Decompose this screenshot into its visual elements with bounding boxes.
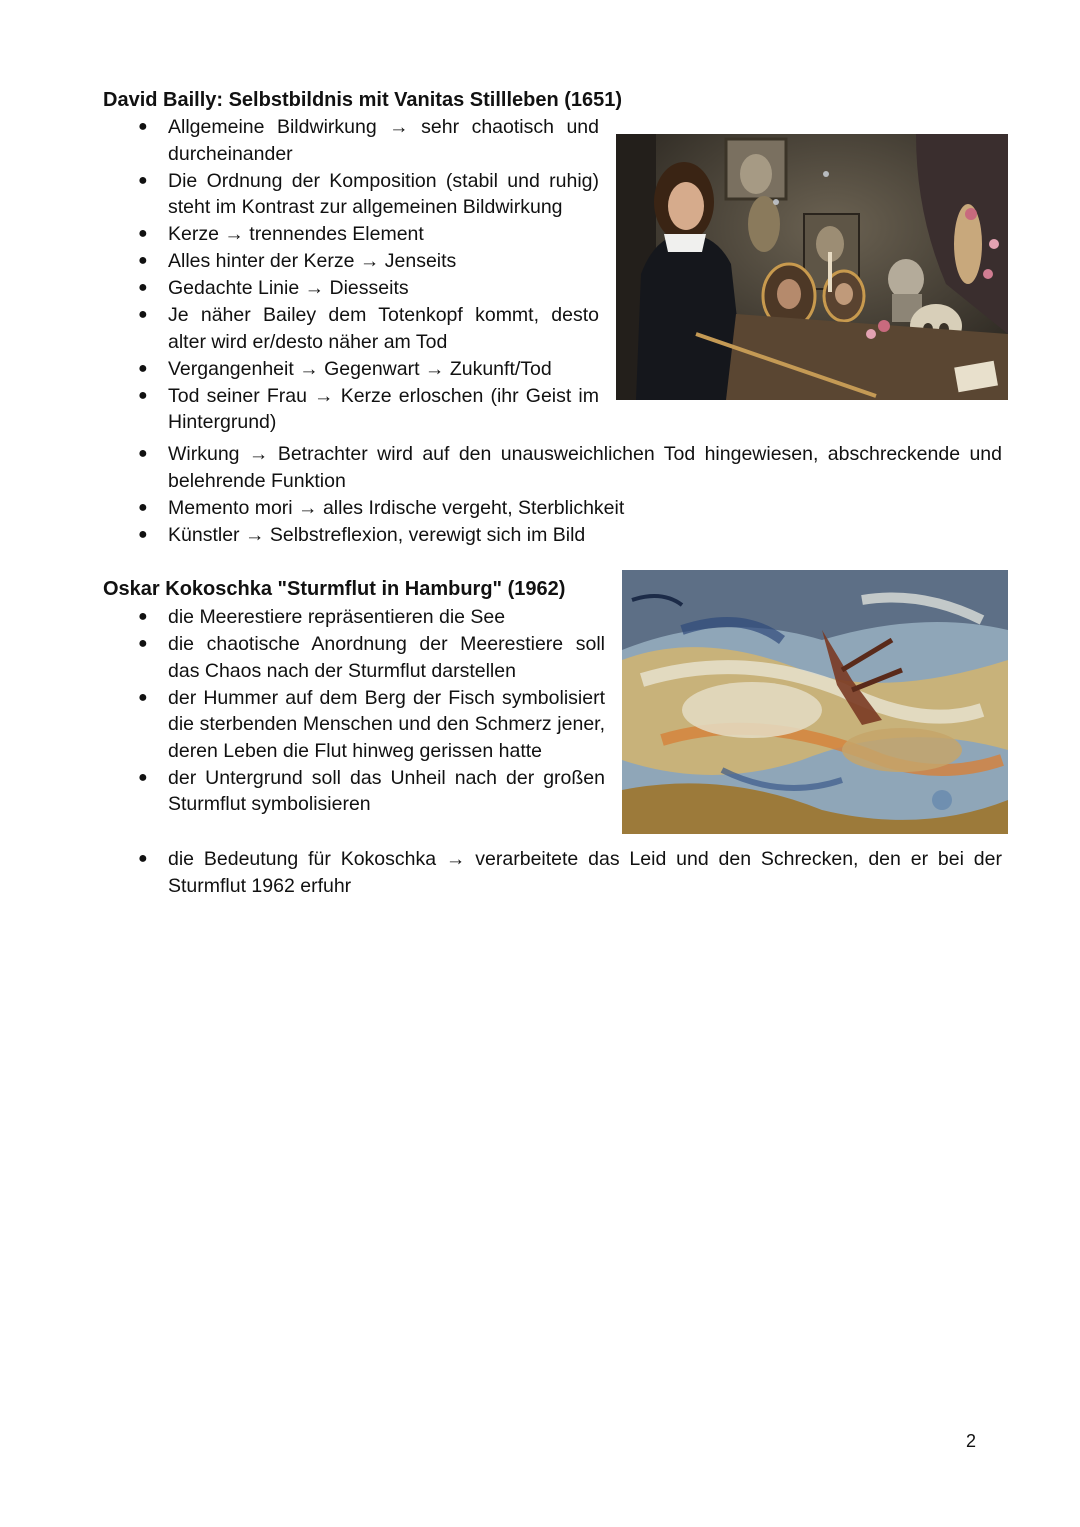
kokoschka-notes-list-wide xyxy=(134,846,1002,900)
list-item: ● Memento mori → alles Irdische vergeht, Sterblichkeit xyxy=(138,496,625,519)
list-item: ● die chaotische Anordnung der Meerestiere soll das Chaos nach der Sturmflut darstellen xyxy=(138,632,605,682)
list-item: ● Gedachte Linie → Diesseits xyxy=(138,277,409,300)
section-title-kokoschka: Oskar Kokoschka "Sturmflut in Hamburg" (1962) xyxy=(103,578,566,600)
list-item: ● Künstler → Selbstreflexion, verewigt sich im Bild xyxy=(138,523,586,546)
list-item: ● Vergangenheit → Gegenwart → Zukunft/Tod xyxy=(138,357,552,380)
list-item: ● die Bedeutung für Kokoschka → verarbeitete das Leid und den Schrecken, den er bei der Sturmflut 1962 erfuhr xyxy=(138,848,1002,897)
list-item: ● die Meerestiere repräsentieren die See xyxy=(138,606,506,628)
list-item: ● der Hummer auf dem Berg der Fisch symbolisiert die sterbenden Menschen und den Schmerz jener, deren Leben die Flut hinweg gerissen hatte xyxy=(138,686,605,762)
bailly-notes-list xyxy=(134,114,599,436)
list-item: ● der Untergrund soll das Unheil nach der großen Sturmflut symbolisieren xyxy=(138,766,605,816)
list-item: ● Je näher Bailey dem Totenkopf kommt, desto alter wird er/desto näher am Tod xyxy=(138,304,599,353)
painting-bailly-self-portrait xyxy=(616,134,1008,400)
painting-kokoschka-sturmflut xyxy=(622,570,1008,834)
section-title-bailly: David Bailly: Selbstbildnis mit Vanitas Stillleben (1651) xyxy=(103,89,623,111)
kokoschka-notes-list xyxy=(134,604,605,818)
list-item: ● Tod seiner Frau → Kerze erloschen (ihr Geist im Hintergrund) xyxy=(138,384,599,434)
list-item: ● Kerze → trennendes Element xyxy=(138,223,424,246)
page-number: 2 xyxy=(966,1431,977,1451)
list-item: ● Alles hinter der Kerze → Jenseits xyxy=(138,250,457,273)
list-item: ● Wirkung → Betrachter wird auf den unausweichlichen Tod hingewiesen, abschreckende und belehrende Funktion xyxy=(138,443,1002,492)
list-item: ● Allgemeine Bildwirkung → sehr chaotisch und durcheinander xyxy=(138,116,599,165)
list-item: ● Die Ordnung der Komposition (stabil und ruhig) steht im Kontrast zur allgemeinen Bildwirkung xyxy=(138,169,599,219)
bailly-notes-list-wide xyxy=(134,441,1002,549)
